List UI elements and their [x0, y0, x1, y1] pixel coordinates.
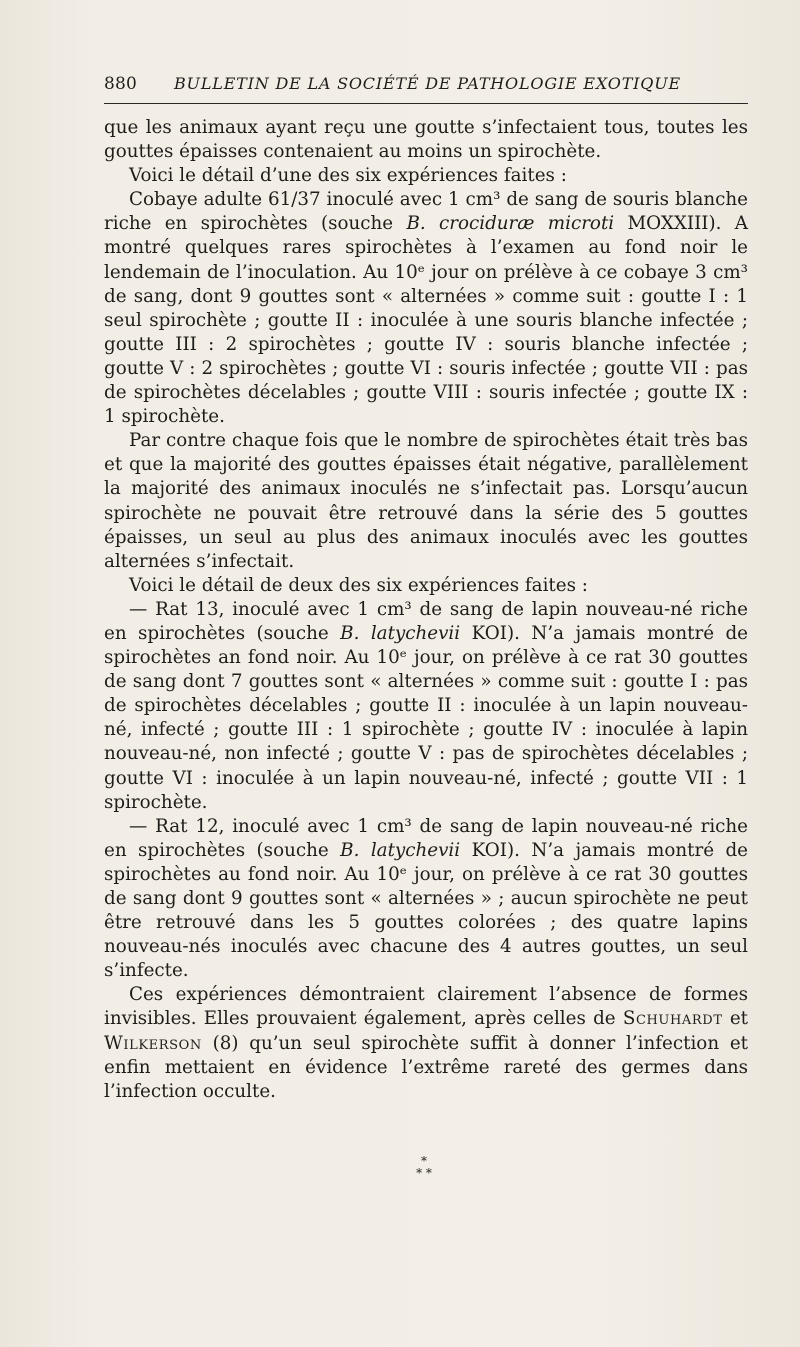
article-body: [104, 116, 748, 1104]
paragraph-7-text-c: KOI). N’a jamais montré de spirochètes au fond noir. Au 10ᵉ jour, on prélève à ce rat 30 gouttes de sang dont 9 gouttes sont « alternées » ; aucun spirochète ne peut être retrouvé dans les 5 gouttes colorées ; des quatre lapins nouveau-nés inoculés avec chacune des 4 autres gouttes, un seul s’infecte.: [104, 839, 748, 982]
paragraph-2: Voici le détail d’une des six expériences faites :: [129, 165, 567, 187]
paragraph-8: [104, 983, 748, 1103]
paragraph-6-text-a: — Rat 13, inoculé avec 1 cm³ de sang de lapin nouveau-né riche en spirochètes (souche: [104, 598, 748, 644]
page-number: 880: [104, 74, 138, 94]
paragraph-3-text-a: Cobaye adulte 61/37 inoculé avec 1 cm³ de sang de souris blanche riche en spirochètes (souche: [104, 189, 748, 235]
paragraph-7-text-a: — Rat 12, inoculé avec 1 cm³ de sang de lapin nouveau-né riche en spirochètes (souche: [104, 815, 748, 861]
header-rule: [104, 103, 748, 104]
paragraph-3-text-c: MOXXIII). A montré quelques rares spirochètes à l’examen au fond noir le lendemain de l’inoculation. Au 10ᵉ jour on prélève à ce cobaye 3 cm³ de sang, dont 9 gouttes sont « alternées » comme suit : goutte I : 1 seul spirochète ; goutte II : inoculée à une souris blanche infectée ; goutte III : 2 spirochètes ; goutte IV : souris blanche infectée ; goutte V : 2 spirochètes ; goutte VI : souris infectée ; goutte VII : pas de spirochètes décelables ; goutte VIII : souris infectée ; goutte IX : 1 spirochète.: [104, 213, 748, 428]
separator-top-star: *: [421, 1154, 427, 1168]
species-name: B. latychevii: [340, 622, 461, 644]
species-name: B. crociduræ microti: [406, 213, 615, 235]
paragraph-5: Voici le détail de deux des six expériences faites :: [129, 574, 588, 596]
paragraph-6-text-c: KOI). N’a jamais montré de spirochètes an fond noir. Au 10ᵉ jour, on prélève à ce rat 30 gouttes de sang dont 7 gouttes sont « alternées » comme suit : goutte I : pas de spirochètes décelables ; goutte II : inoculée à un lapin nouveau-né, infecté ; goutte III : 1 spirochète ; goutte IV : inoculée à lapin nouveau-né, non infecté ; goutte V : pas de spirochètes décelables ; goutte VI : inoculée à un lapin nouveau-né, infecté ; goutte VII : 1 spirochète.: [104, 622, 748, 813]
paragraph-3: [104, 188, 748, 429]
paragraph-8-text-e: (8) qu’un seul spirochète suffit à donner l’infection et enfin mettaient en évidence l’extrême rareté des germes dans l’infection occulte.: [104, 1032, 748, 1102]
running-title: BULLETIN DE LA SOCIÉTÉ DE PATHOLOGIE EXOTIQUE: [174, 74, 681, 93]
author-name: Schuhardt: [622, 1008, 723, 1030]
paragraph-1: que les animaux ayant reçu une goutte s’infectaient tous, toutes les gouttes épaisses contenaient au moins un spirochète.: [104, 117, 748, 163]
paragraph-8-text-c: et: [722, 1008, 748, 1030]
section-separator: [404, 1155, 444, 1179]
species-name: B. latychevii: [340, 839, 461, 861]
paragraph-4: Par contre chaque fois que le nombre de spirochètes était très bas et que la majorité des gouttes épaisses était négative, parallèlement la majorité des animaux inoculés ne s’infectait pas. Lorsqu’aucun spirochète ne pouvait être retrouvé dans la série des 5 gouttes épaisses, un seul au plus des animaux inoculés avec les gouttes alternées s’infectait.: [104, 430, 748, 572]
page-header: [104, 72, 748, 100]
paragraph-7: [104, 815, 748, 984]
paragraph-8-text-a: Ces expériences démontraient clairement l’absence de formes invisibles. Elles prouvaient également, après celles de: [104, 984, 748, 1030]
author-name: Wilkerson: [104, 1032, 202, 1054]
separator-bottom-stars: * *: [416, 1166, 432, 1180]
paragraph-6: [104, 598, 748, 815]
